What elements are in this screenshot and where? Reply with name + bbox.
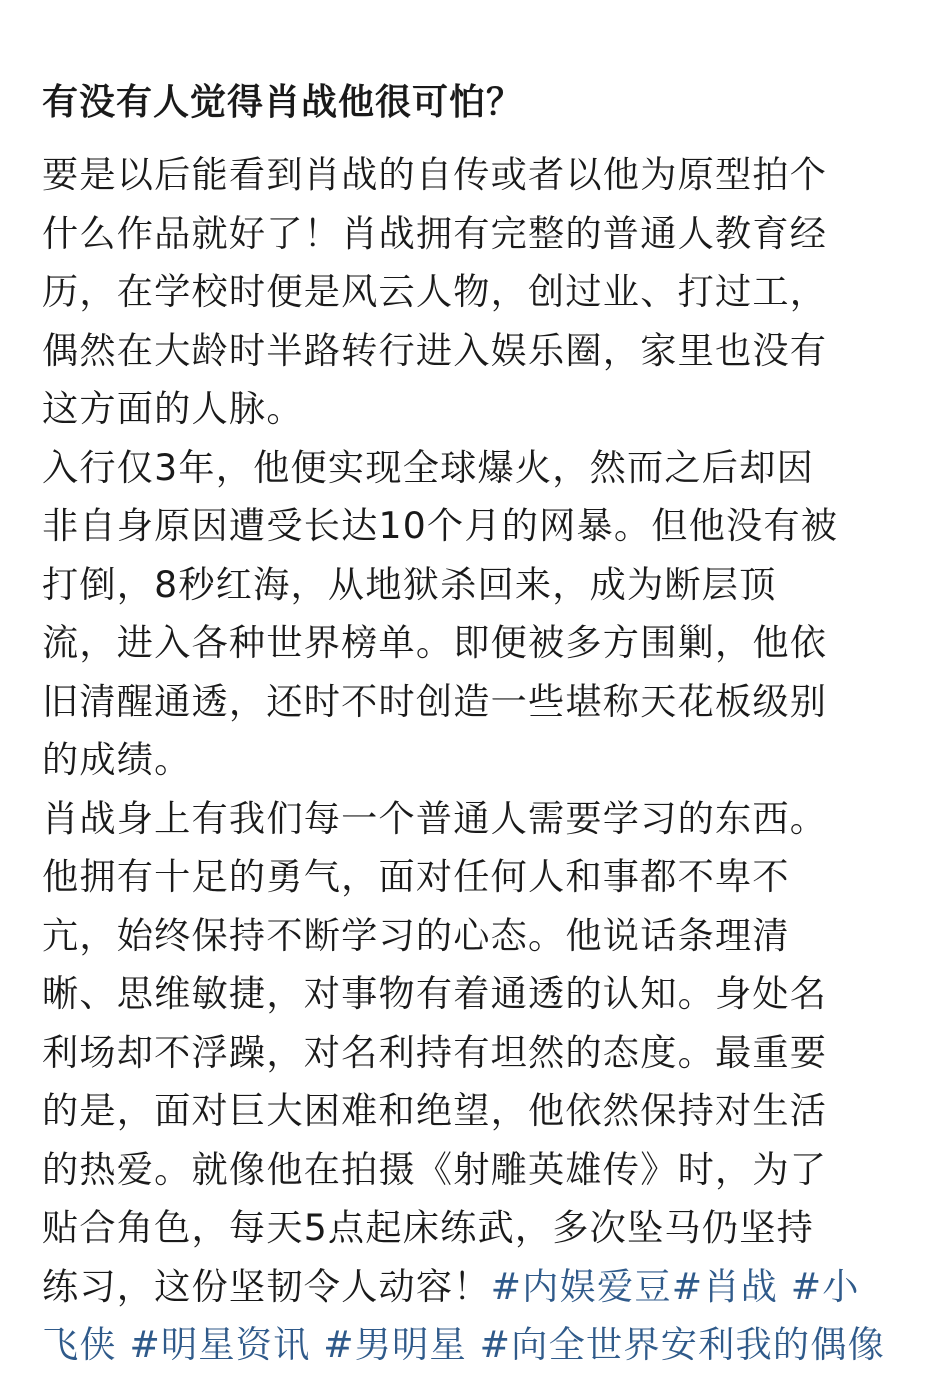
post-container [42, 72, 910, 1375]
hashtag-link[interactable]: #小 [778, 1264, 860, 1308]
text-line: 打倒，8秒红海，从地狱杀回来，成为断层顶 [42, 562, 777, 606]
hashtag-link[interactable]: #肖战 [671, 1264, 779, 1308]
text-line: 这方面的人脉。 [42, 387, 304, 430]
text-line: 偶然在大龄时半路转行进入娱乐圈，家里也没有 [42, 328, 828, 372]
post-paragraph-3 [42, 790, 910, 1375]
text-line: 利场却不浮躁，对名利持有坦然的态度。最重要 [42, 1030, 828, 1074]
text-line: 流，进入各种世界榜单。即便被多方围剿，他依 [42, 621, 828, 664]
text-line: 的热爱。就像他在拍摄《射雕英雄传》时，为了 [42, 1147, 828, 1191]
text-line: 贴合角色，每天5点起床练武，多次坠马仍坚持 [42, 1206, 814, 1249]
text-segment: 练习，这份坚韧令人动容！ [42, 1264, 491, 1308]
text-line: 旧清醒通透，还时不时创造一些堪称天花板级别 [42, 679, 828, 723]
hashtag-line [42, 1316, 910, 1375]
post-paragraph-1 [42, 146, 910, 439]
hashtag-link[interactable]: #向全世界安利我的偶像 [466, 1323, 886, 1366]
text-line: 的是，面对巨大困难和绝望，他依然保持对生活 [42, 1089, 828, 1132]
hashtag-link[interactable]: #内娱爱豆 [490, 1264, 672, 1308]
text-line: 亢，始终保持不断学习的心态。他说话条理清 [42, 913, 790, 957]
post-paragraph-2 [42, 439, 910, 790]
hashtag-link[interactable]: #男明星 [310, 1323, 467, 1366]
text-line: 他拥有十足的勇气，面对任何人和事都不卑不 [42, 855, 790, 898]
text-line: 要是以后能看到肖战的自传或者以他为原型拍个 [42, 153, 828, 196]
hashtag-link[interactable]: #明星资讯 [116, 1323, 311, 1366]
text-line: 的成绩。 [42, 738, 192, 781]
text-line: 晰、思维敏捷，对事物有着通透的认知。身处名 [42, 972, 828, 1015]
text-line-with-tags [42, 1258, 910, 1317]
text-line: 非自身原因遭受长达10个月的网暴。但他没有被 [42, 504, 839, 547]
text-line: 肖战身上有我们每一个普通人需要学习的东西。 [42, 796, 828, 840]
text-line: 入行仅3年，他便实现全球爆火，然而之后却因 [42, 445, 814, 489]
text-line: 什么作品就好了！肖战拥有完整的普通人教育经 [42, 211, 828, 255]
post-title: 有没有人觉得肖战他很可怕？ [42, 82, 524, 123]
hashtag-link[interactable]: 飞侠 [42, 1323, 117, 1366]
text-line: 历，在学校时便是风云人物，创过业、打过工， [42, 270, 828, 313]
